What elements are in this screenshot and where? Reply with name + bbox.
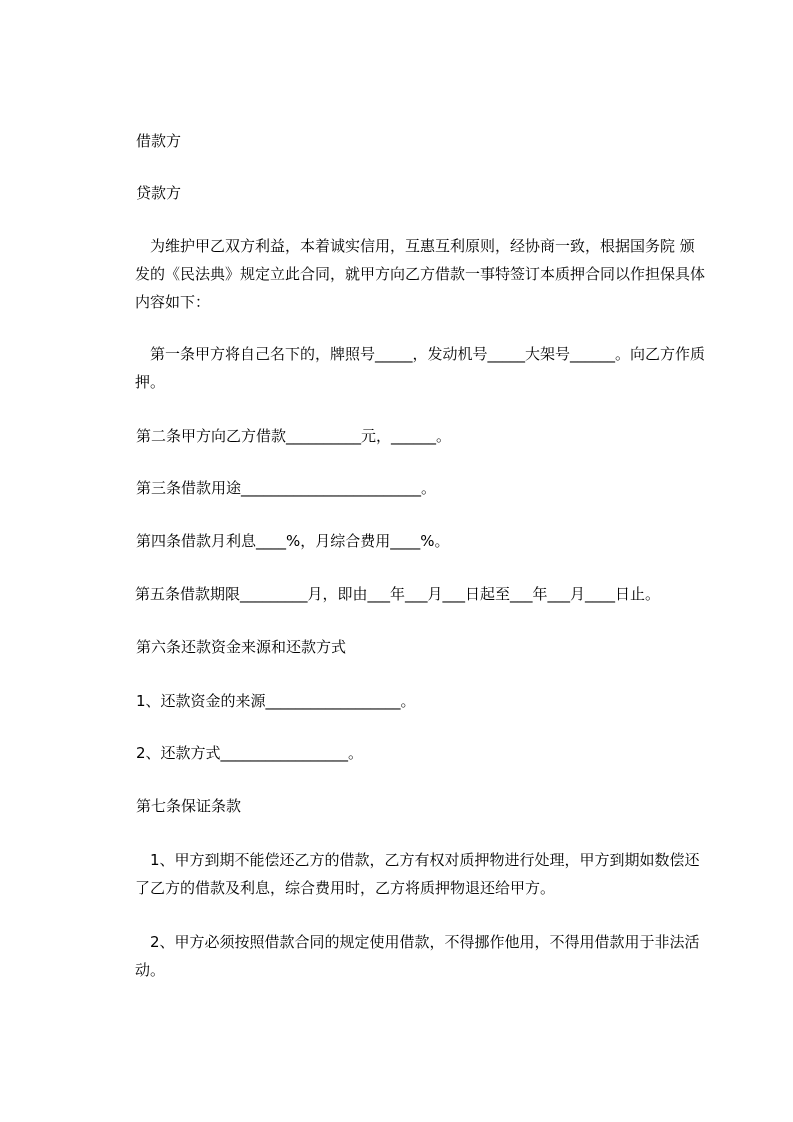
preamble-paragraph: 为维护甲乙双方利益，本着诚实信用，互惠互利原则，经协商一致，根据国务院 颁发的《民法典》规定立此合同，就甲方向乙方借款一事特签订本质押合同以作担保具体内容如下： — [135, 237, 706, 311]
lender-party-label: 借款方 — [136, 132, 182, 150]
article-4-paragraph: 第四条借款月利息____%，月综合费用____%。 — [136, 532, 450, 550]
article-7-heading: 第七条保证条款 — [136, 797, 242, 815]
article-5-paragraph: 第五条借款期限_________月，即由___年___月___日起至___年___月____日止。 — [135, 585, 661, 603]
article-6-heading: 第六条还款资金来源和还款方式 — [136, 638, 347, 656]
article-6-item-2: 2、还款方式_________________。 — [136, 744, 364, 762]
borrower-party-label: 贷款方 — [136, 184, 182, 202]
article-7-item-2: 2、甲方必须按照借款合同的规定使用借款，不得挪作他用，不得用借款用于非法活动。 — [135, 933, 700, 979]
article-3-paragraph: 第三条借款用途________________________。 — [136, 479, 437, 497]
article-1-paragraph: 第一条甲方将自己名下的，牌照号_____，发动机号_____大架号______。向乙方作质押。 — [135, 345, 706, 391]
article-7-item-1: 1、甲方到期不能偿还乙方的借款，乙方有权对质押物进行处理，甲方到期如数偿还了乙方的借款及利息，综合费用时，乙方将质押物退还给甲方。 — [135, 851, 700, 897]
article-2-paragraph: 第二条甲方向乙方借款__________元，______。 — [136, 427, 452, 445]
article-6-item-1: 1、还款资金的来源__________________。 — [136, 692, 416, 710]
